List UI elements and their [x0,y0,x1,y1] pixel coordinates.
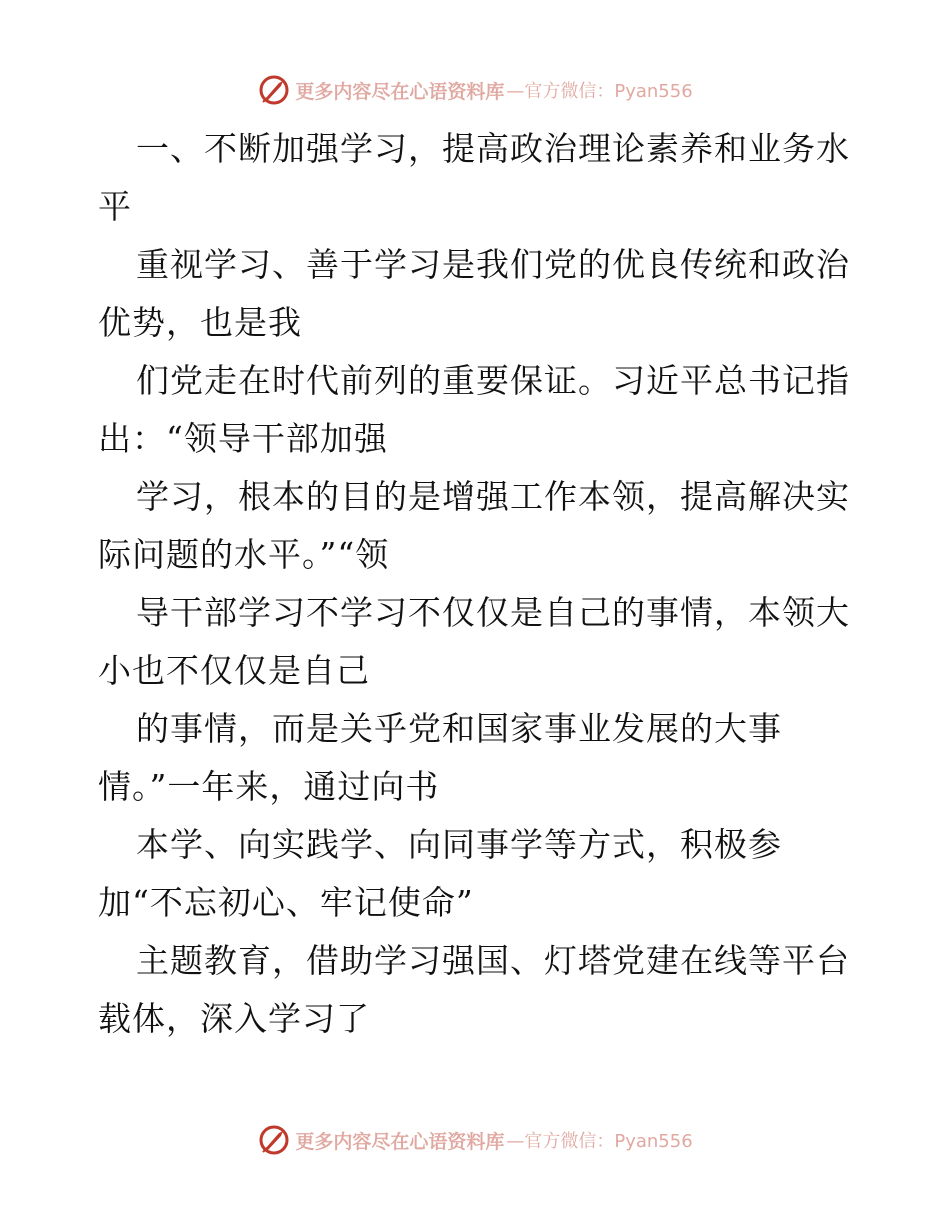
paragraph [98,932,858,1048]
text-line: 主题教育，借助学习强国、灯塔党建在线等平台 [136,941,850,980]
text-line: 际问题的水平。”“领 [98,535,390,574]
text-line: 加“不忘初心、牢记使命” [98,883,474,922]
paragraph [98,700,858,816]
watermark-header [0,70,950,110]
text-line: 小也不仅仅是自己 [98,651,370,690]
quill-logo-icon [257,73,291,107]
text-line: 载体，深入学习了 [98,999,370,1038]
text-line: 情。”一年来，通过向书 [98,767,440,806]
text-line: 的事情，而是关乎党和国家事业发展的大事 [136,709,782,748]
document-body [98,120,858,1048]
text-line: 一、不断加强学习，提高政治理论素养和业务水 [136,129,850,168]
text-line: 重视学习、善于学习是我们党的优良传统和政治 [136,245,850,284]
watermark-contact: —官方微信：Pyan556 [506,1131,693,1152]
text-line: 们党走在时代前列的重要保证。习近平总书记指 [136,361,850,400]
paragraph [98,352,858,468]
text-line: 导干部学习不学习不仅仅是自己的事情，本领大 [136,593,850,632]
paragraph [98,468,858,584]
paragraph [98,236,858,352]
watermark-brand: 更多内容尽在心语资料库 [295,80,505,103]
watermark-footer [0,1120,950,1160]
watermark-contact: —官方微信：Pyan556 [506,81,693,102]
paragraph [98,816,858,932]
paragraph-heading [98,120,858,236]
text-line: 学习，根本的目的是增强工作本领，提高解决实 [136,477,850,516]
paragraph [98,584,858,700]
text-line: 本学、向实践学、向同事学等方式，积极参 [136,825,782,864]
text-line: 平 [98,187,132,226]
text-line: 优势，也是我 [98,303,302,342]
quill-logo-icon [257,1123,291,1157]
text-line: 出：“领导干部加强 [98,419,388,458]
watermark-brand: 更多内容尽在心语资料库 [295,1130,505,1153]
